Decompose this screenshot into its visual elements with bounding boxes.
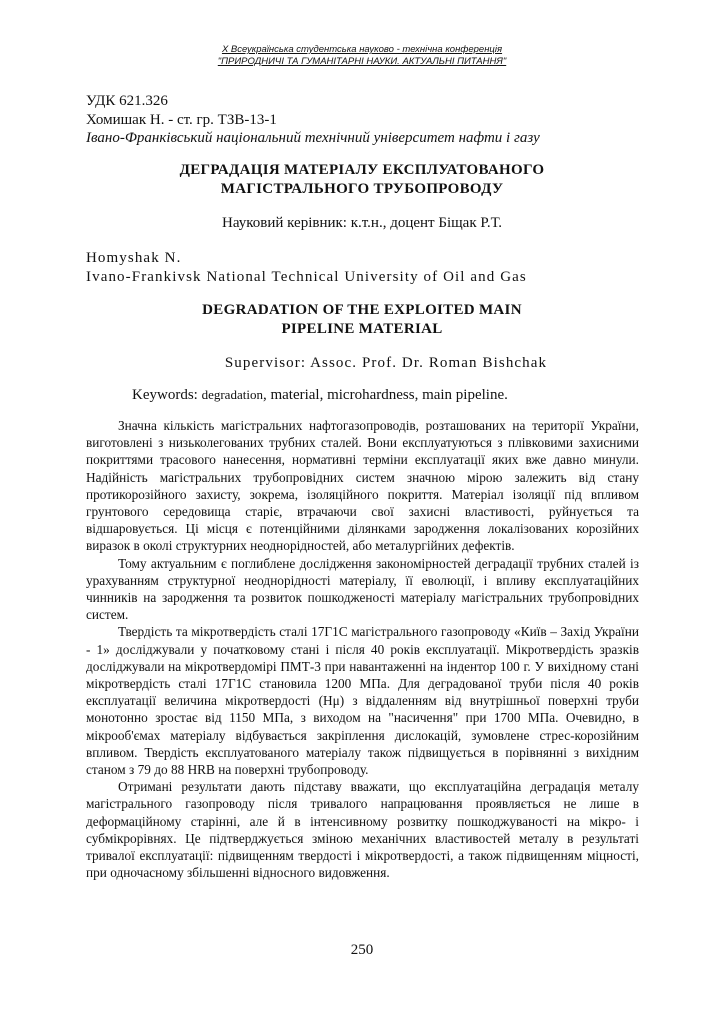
article-body <box>86 417 639 881</box>
institution-en: Ivano-Frankivsk National Technical University of Oil and Gas <box>86 269 527 285</box>
conference-title: X Всеукраїнська студентська науково - технічна конференція <box>221 44 503 55</box>
conference-header <box>0 44 724 68</box>
title-ua <box>86 161 638 199</box>
keywords <box>132 385 508 405</box>
institution-ua: Івано-Франківський національний технічний університет нафти і газу <box>86 130 540 146</box>
title-ua-line2: МАГІСТРАЛЬНОГО ТРУБОПРОВОДУ <box>220 181 504 197</box>
supervisor-ua: Науковий керівник: к.т.н., доцент Біщак Р.Т. <box>221 215 503 231</box>
author-ua: Хомишак Н. - ст. гр. ТЗВ-13-1 <box>86 112 277 128</box>
conference-theme: "ПРИРОДНИЧІ ТА ГУМАНІТАРНІ НАУКИ. АКТУАЛЬНІ ПИТАННЯ" <box>217 56 507 67</box>
paragraph: Отримані результати дають підставу вважати, що експлуатаційна деградація металу магістрального газопроводу після тривалого напрацювання проявляється не лише в деформаційному старінні, але й в інтенсивному розвитку пошкоджуваності на мікро- і субмікрорівнях. Це підтверджується зміною механічних властивостей металу в результаті тривалої експлуатації: підвищенням твердості і мікротвердості, а також підвищенням міцності, при одночасному збільшенні відносного видовження. <box>86 779 639 881</box>
title-en-line1: DEGRADATION OF THE EXPLOITED MAIN <box>202 302 522 318</box>
keywords-rest: , material, microhardness, main pipeline. <box>262 387 508 403</box>
paragraph: Тому актуальним є поглиблене дослідження закономірностей деградації трубних сталей із урахуванням структурної неоднорідності матеріалу, її еволюції, і впливу експлуатаційних чинників на зародження та розвиток пошкодженості матеріалу магістральних трубопровідних систем. <box>86 555 639 623</box>
udk-code: УДК 621.326 <box>86 93 168 109</box>
title-en <box>86 301 638 339</box>
author-en: Homyshak N. <box>86 250 182 266</box>
title-en-line2: PIPELINE MATERIAL <box>281 321 443 337</box>
page-number: 250 <box>350 942 374 958</box>
keyword-first: degradation <box>201 387 263 402</box>
paragraph: Твердість та мікротвердість сталі 17Г1С магістрального газопроводу «Київ – Захід України - 1» досліджували у початковому стані і після 40 років експлуатації. Мікротвердість зразків досліджували на мікротвердомірі ПМТ-3 при навантаженні на індентор 100 г. У вихідному стані мікротвердість сталі 17Г1С становила 1200 МПа. Для деградованої труби після 40 років експлуатації величина мікротвердості (Hμ) з віддаленням від внутрішньої поверхні труби монотонно зростає від 1150 МПа, з виходом на "насичення" при 1700 МПа. Очевидно, в мікрооб'ємах матеріалу відбувається закріплення дислокацій, зумовлене стрес-корозійним впливом. Твердість експлуатованого матеріалу також підвищується в порівнянні з вихідним станом з 79 до 88 HRB на поверхні трубопроводу. <box>86 624 639 778</box>
supervisor-en: Supervisor: Assoc. Prof. Dr. Roman Bishchak <box>224 355 548 371</box>
keywords-label: Keywords: <box>132 387 202 403</box>
paragraph: Значна кількість магістральних нафтогазопроводів, розташованих на території України, виготовлені з низьколегованих трубних сталей. Вони експлуатуються з плівковими захисними покриттями трасового нанесення, нормативні терміни експлуатації яких вже давно минули. Надійність магістральних трубопровідних систем значною мірою залежить від стану протикорозійного захисту, зокрема, ізоляційного покриття. Матеріал ізоляції під впливом грунтового середовища старіє, втрачаючи свої захисні властивості, руйнується та відшаровується. Ці місця є потенційними ділянками зародження локалізованих корозійних виразок в околі структурних неоднорідностей, або металургійних дефектів. <box>86 418 639 554</box>
title-ua-line1: ДЕГРАДАЦІЯ МАТЕРІАЛУ ЕКСПЛУАТОВАНОГО <box>179 162 545 178</box>
